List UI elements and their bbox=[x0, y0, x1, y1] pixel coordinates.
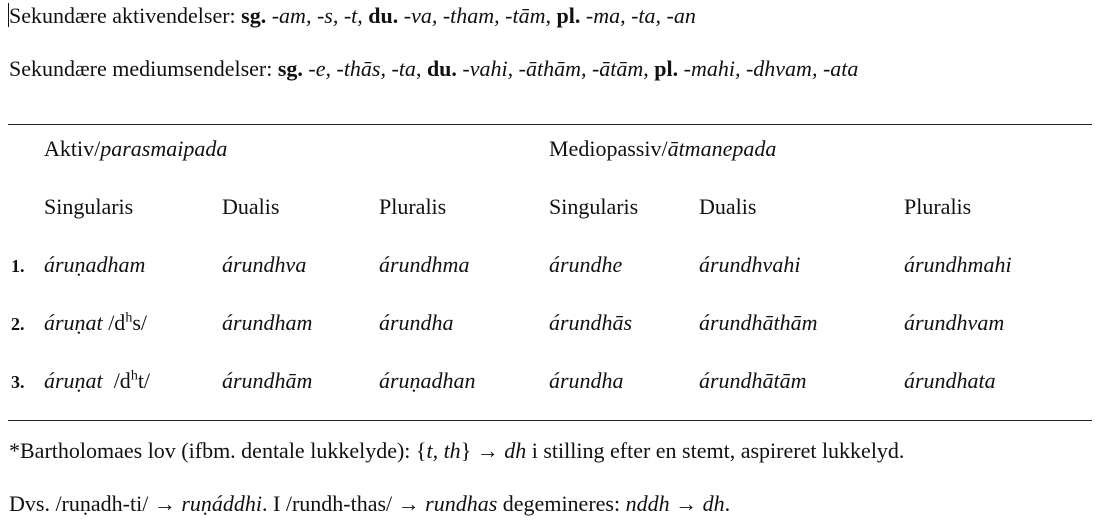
mediopassive-voice-header: Mediopassiv/ātmanepada bbox=[549, 136, 777, 161]
table-cell: árundha bbox=[379, 310, 454, 335]
table-cell: árundhvahi bbox=[699, 252, 801, 277]
table-cell: árundhma bbox=[379, 252, 470, 277]
table-cell: árundhvam bbox=[904, 310, 1005, 335]
table-cell: árundhva bbox=[222, 252, 307, 277]
footnote-line-2: Dvs. /ruṇadh-ti/ → ruṇáddhi. I /rundh-thas/ → rundhas degemineres: nddh → dh. bbox=[9, 491, 731, 516]
active-endings-line: Sekundære aktivendelser: sg. -am, -s, -t, du. -va, -tham, -tām, pl. -ma, -ta, -an bbox=[9, 3, 696, 28]
table-cell: árundhe bbox=[549, 252, 623, 277]
table-cell: árundhata bbox=[904, 368, 996, 393]
row-number: 1. bbox=[11, 256, 25, 276]
table-cell: árundhātām bbox=[699, 368, 807, 393]
column-header: Dualis bbox=[699, 194, 757, 219]
table-bottom-rule bbox=[8, 420, 1092, 421]
footnote-line-1: *Bartholomaes lov (ifbm. dentale lukkelyde): {t, th} → dh i stilling efter en stemt, aspireret lukkelyd. bbox=[9, 438, 905, 463]
medium-sg-endings: -e, -thās, -ta bbox=[308, 56, 416, 81]
medium-du-endings: -vahi, -āthām, -ātām bbox=[462, 56, 644, 81]
column-header: Dualis bbox=[222, 194, 280, 219]
sg-abbrev: sg. bbox=[277, 56, 303, 81]
medium-pl-endings: -mahi, -dhvam, -ata bbox=[683, 56, 859, 81]
medium-endings-label: Sekundære mediumsendelser: bbox=[9, 56, 273, 81]
column-header: Singularis bbox=[549, 194, 639, 219]
column-header: Singularis bbox=[44, 194, 134, 219]
table-cell: árundham bbox=[222, 310, 313, 335]
table-cell: árundhām bbox=[222, 368, 313, 393]
medium-endings-line: Sekundære mediumsendelser: sg. -e, -thās, -ta, du. -vahi, -āthām, -ātām, pl. -mahi, -dhvam, -ata bbox=[9, 56, 859, 81]
table-cell: áruṇat $/d^hs/$ bbox=[44, 310, 147, 335]
table-cell: áruṇadham bbox=[44, 252, 146, 277]
du-abbrev: du. bbox=[368, 3, 399, 28]
column-header: Pluralis bbox=[379, 194, 447, 219]
table-cell: árundhāthām bbox=[699, 310, 818, 335]
active-voice-header: Aktiv/parasmaipada bbox=[44, 136, 228, 161]
pl-abbrev: pl. bbox=[556, 3, 581, 28]
table-cell: árundhās bbox=[549, 310, 633, 335]
row-number: 3. bbox=[11, 372, 25, 392]
row-number: 2. bbox=[11, 314, 25, 334]
table-cell: áruṇadhan bbox=[379, 368, 476, 393]
table-cell: árundhmahi bbox=[904, 252, 1012, 277]
column-header: Pluralis bbox=[904, 194, 972, 219]
active-endings-label: Sekundære aktivendelser: bbox=[9, 3, 236, 28]
table-top-rule bbox=[8, 124, 1092, 125]
active-du-endings: -va, -tham, -tām bbox=[403, 3, 546, 28]
active-pl-endings: -ma, -ta, -an bbox=[585, 3, 696, 28]
du-abbrev: du. bbox=[426, 56, 457, 81]
active-sg-endings: -am, -s, -t bbox=[271, 3, 358, 28]
sg-abbrev: sg. bbox=[241, 3, 267, 28]
table-cell: árundha bbox=[549, 368, 624, 393]
pl-abbrev: pl. bbox=[654, 56, 679, 81]
table-cell: áruṇat $/d^ht/$ bbox=[44, 368, 151, 393]
